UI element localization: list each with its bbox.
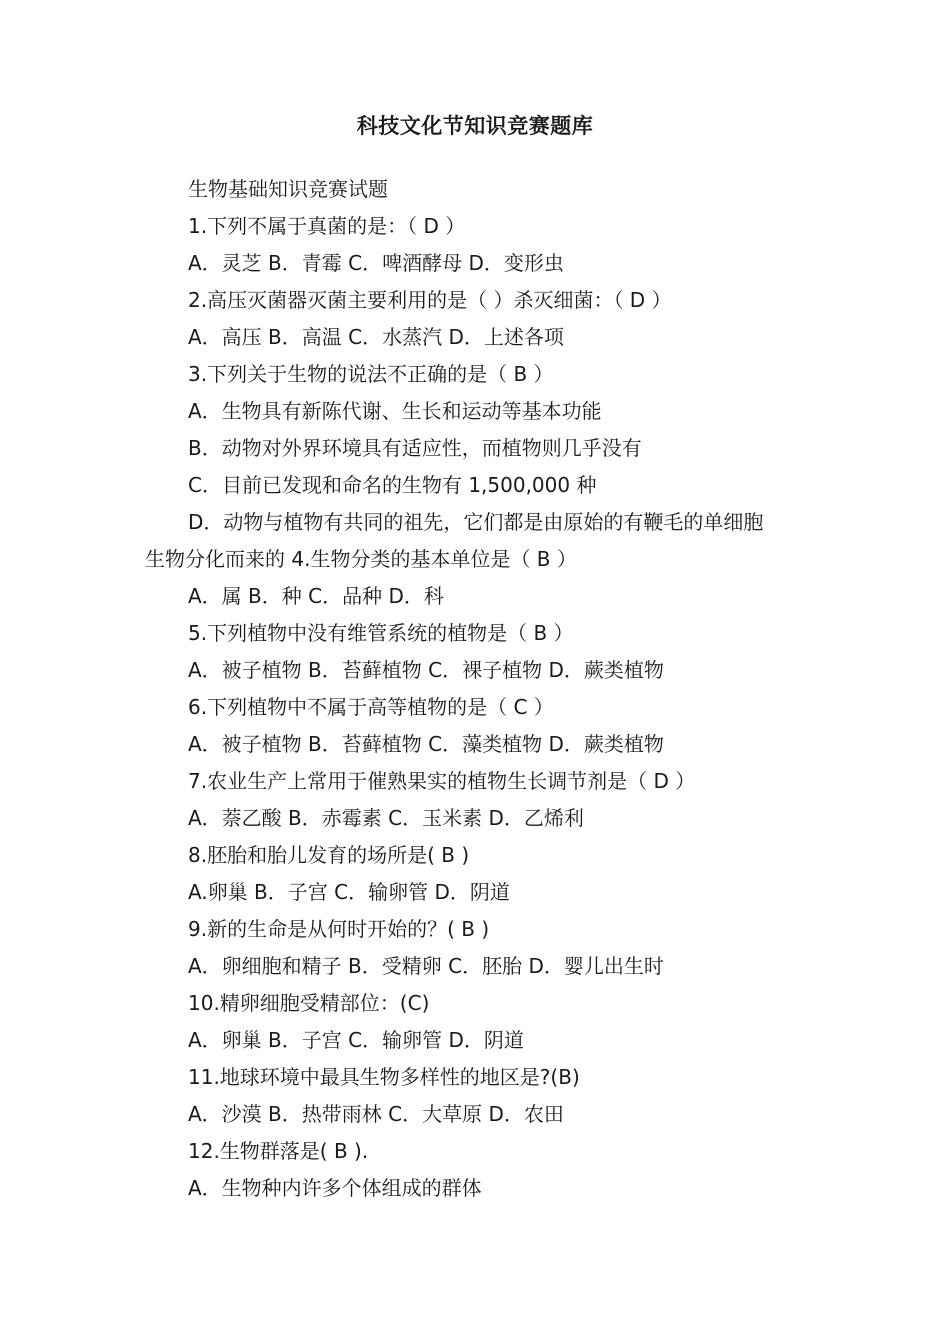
text-line: 生物分化而来的 4.生物分类的基本单位是（ B ）	[145, 547, 577, 571]
text-line: D．动物与植物有共同的祖先，它们都是由原始的有鞭毛的单细胞	[188, 510, 764, 534]
text-line: 生物基础知识竞赛试题	[188, 177, 388, 201]
text-line: 9.新的生命是从何时开始的？( B )	[188, 917, 490, 941]
text-line: A．卵细胞和精子 B．受精卵 C．胚胎 D．婴儿出生时	[188, 954, 664, 978]
text-line: A．被子植物 B．苔藓植物 C．藻类植物 D．蕨类植物	[188, 732, 664, 756]
text-line: A．生物具有新陈代谢、生长和运动等基本功能	[188, 399, 602, 423]
text-line: B．动物对外界环境具有适应性，而植物则几乎没有	[188, 436, 642, 460]
text-line: 10.精卵细胞受精部位：(C)	[188, 991, 430, 1015]
text-line: 5.下列植物中没有维管系统的植物是（ B ）	[188, 621, 574, 645]
text-line: 11.地球环境中最具生物多样性的地区是?(B)	[188, 1065, 580, 1089]
text-line: 7.农业生产上常用于催熟果实的植物生长调节剂是（ D ）	[188, 769, 696, 793]
text-line: A．高压 B．高温 C．水蒸汽 D．上述各项	[188, 325, 564, 349]
text-line: 12.生物群落是( B ).	[188, 1139, 369, 1163]
text-line: A．萘乙酸 B．赤霉素 C．玉米素 D．乙烯利	[188, 806, 584, 830]
text-line: A．属 B．种 C．品种 D．科	[188, 584, 444, 608]
text-line: A．沙漠 B．热带雨林 C．大草原 D．农田	[188, 1102, 564, 1126]
text-line: A.卵巢 B．子宫 C．输卵管 D．阴道	[188, 880, 510, 904]
text-line: 2.高压灭菌器灭菌主要利用的是（ ）杀灭细菌：（ D ）	[188, 288, 672, 312]
text-line: A．被子植物 B．苔藓植物 C．裸子植物 D．蕨类植物	[188, 658, 664, 682]
text-line: A．生物种内许多个体组成的群体	[188, 1176, 482, 1200]
text-line: 3.下列关于生物的说法不正确的是（ B ）	[188, 362, 554, 386]
text-line: A．卵巢 B．子宫 C．输卵管 D．阴道	[188, 1028, 524, 1052]
document-title: 科技文化节知识竞赛题库	[356, 114, 594, 138]
text-line: 6.下列植物中不属于高等植物的是（ C ）	[188, 695, 554, 719]
text-line: 1.下列不属于真菌的是：（ D ）	[188, 214, 466, 238]
text-line: C．目前已发现和命名的生物有 1,500,000 种	[188, 473, 597, 497]
text-line: 8.胚胎和胎儿发育的场所是( B )	[188, 843, 470, 867]
text-line: A．灵芝 B．青霉 C．啤酒酵母 D．变形虫	[188, 251, 564, 275]
document-body	[145, 171, 825, 1207]
